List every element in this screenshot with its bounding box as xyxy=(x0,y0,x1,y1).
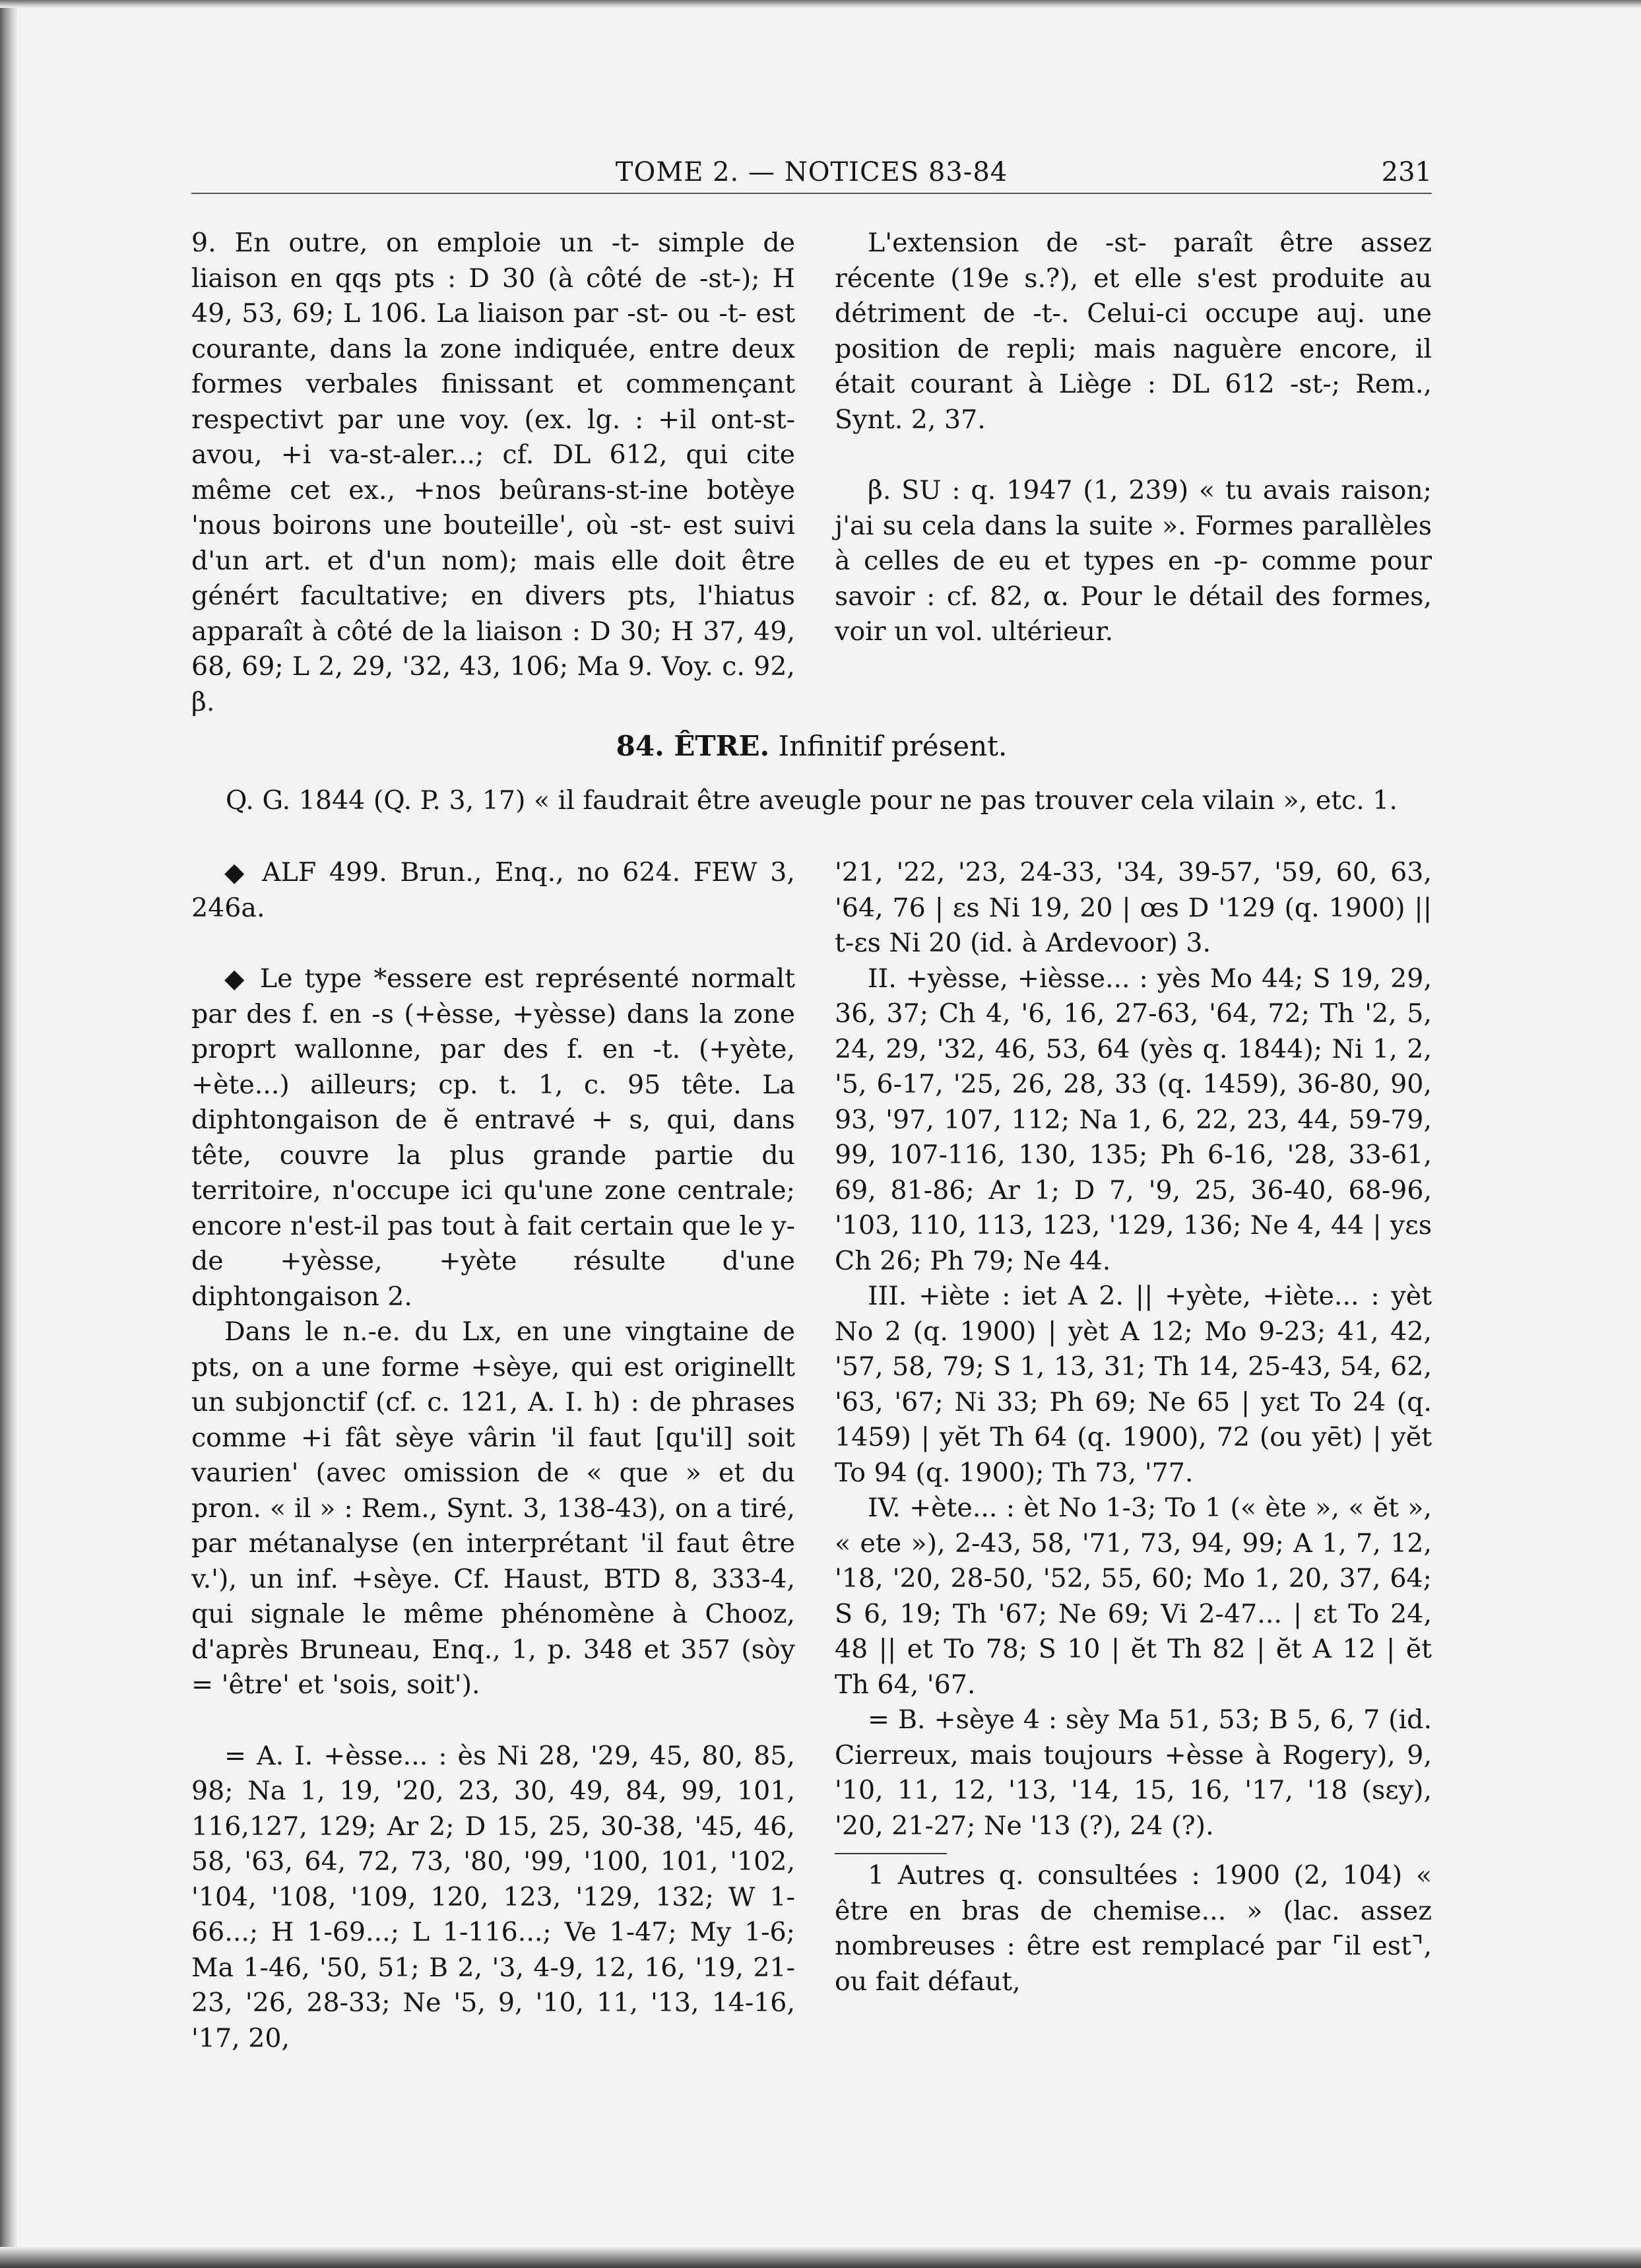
paragraph: = B. +sèye 4 : sèy Ma 51, 53; B 5, 6, 7 (id. Cierreux, mais toujours +èsse à Rogery), 9, '10, 11, 12, '13, '14, 15, 16, '17, '18 (sɛy), '20, 21-27; Ne '13 (?), 24 (?). xyxy=(835,1704,1432,1841)
paragraph: ◆ ALF 499. Brun., Enq., no 624. FEW 3, 246a. xyxy=(191,857,795,923)
column-right-top xyxy=(835,226,1432,650)
scan-edge-left xyxy=(0,0,17,2268)
footnote-rule xyxy=(835,1853,947,1854)
paragraph: III. +iète : iet A 2. || +yète, +iète... : yèt No 2 (q. 1900) | yèt A 12; Mo 9-23; 41, 42, '57, 58, 79; S 1, 13, 31; Th 14, 25-43, 54, 62, '63, '67; Ni 33; Ph 69; Ne 65 | yɛt To 24 (q. 1459) | yĕt Th 64 (q. 1900), 72 (ou yēt) | yĕt To 94 (q. 1900); Th 73, '77. xyxy=(835,1281,1432,1488)
paragraph: '21, '22, '23, 24-33, '34, 39-57, '59, 60, 63, '64, 76 | ɛs Ni 19, 20 | œs D '129 (q. 1900) || t-ɛs Ni 20 (id. à Ardevoor) 3. xyxy=(835,857,1432,958)
section-subtitle: Infinitif présent. xyxy=(778,730,1008,762)
column-left-top xyxy=(191,226,795,720)
paragraph: L'extension de -st- paraît être assez récente (19e s.?), et elle s'est produite au détriment de -t-. Celui-ci occupe auj. une position de repli; mais naguère encore, il était courant à Liège : DL 612 -st-; Rem., Synt. 2, 37. xyxy=(835,228,1432,435)
header-rule xyxy=(191,193,1432,194)
column-left-bottom xyxy=(191,855,795,2056)
paragraph: β. SU : q. 1947 (1, 239) « tu avais raison; j'ai su cela dans la suite ». Formes parallèles à celles de eu et types en -p- comme pour savoir : cf. 82, α. Pour le détail des formes, voir un vol. ultérieur. xyxy=(835,475,1432,647)
scan-edge-bottom xyxy=(0,2247,1641,2268)
running-header xyxy=(191,157,1432,197)
column-right-bottom xyxy=(835,855,1432,1999)
scan-edge-top xyxy=(0,0,1641,8)
paragraph: IV. +ète... : èt No 1-3; To 1 (« ète », « ĕt », « ete »), 2-43, 58, '71, 73, 94, 99; A 1, 7, 12, '18, '20, 28-50, '52, 55, 60; Mo 1, 20, 37, 64; S 6, 19; Th '67; Ne 69; Vi 2-47... | ɛt To 24, 48 || et To 78; S 10 | ĕt Th 82 | ĕt A 12 | ĕt Th 64, '67. xyxy=(835,1493,1432,1700)
section-intro: Q. G. 1844 (Q. P. 3, 17) « il faudrait être aveugle pour ne pas trouver cela vilain », etc. 1. xyxy=(225,785,1398,816)
page-number: 231 xyxy=(1381,157,1432,187)
paragraph: ◆ Le type *essere est représenté normalt par des f. en -s (+èsse, +yèsse) dans la zone proprt wallonne, par des f. en -t. (+yète, +ète...) ailleurs; cp. t. 1, c. 95 tête. La diphtongaison de ĕ entravé + s, qui, dans tête, couvre la plus grande partie du territoire, n'occupe ici qu'une zone centrale; encore n'est-il pas tout à fait certain que le y- de +yèsse, +yète résulte d'une diphtongaison 2. xyxy=(191,963,795,1312)
paragraph: II. +yèsse, +ièsse... : yès Mo 44; S 19, 29, 36, 37; Ch 4, '6, 16, 27-63, '64, 72; Th '2, 5, 24, 29, '32, 46, 53, 64 (yès q. 1844); Ni 1, 2, '5, 6-17, '25, 26, 28, 33 (q. 1459), 36-80, 90, 93, '97, 107, 112; Na 1, 6, 22, 23, 44, 59-79, 99, 107-116, 130, 135; Ph 6-16, '28, 33-61, 69, 81-86; Ar 1; D 7, '9, 25, 36-40, 68-96, '103, 110, 113, 123, '129, 136; Ne 4, 44 | yɛs Ch 26; Ph 79; Ne 44. xyxy=(835,963,1432,1276)
footnote: 1 Autres q. consultées : 1900 (2, 104) « être en bras de chemise... » (lac. assez nombreuses : être est remplacé par ⌜il est⌝, ou fait défaut, xyxy=(835,1860,1432,1997)
section-heading xyxy=(191,730,1432,762)
paragraph: 9. En outre, on emploie un -t- simple de liaison en qqs pts : D 30 (à côté de -st-); H 49, 53, 69; L 106. La liaison par -st- ou -t- est courante, dans la zone indiquée, entre deux formes verbales finissant et commençant respectivt par une voy. (ex. lg. : +il ont-st-avou, +i va-st-aler...; cf. DL 612, qui cite même cet ex., +nos beûrans-st-ine botèye 'nous boirons une bouteille', où -st- est suivi d'un art. et d'un nom); mais elle doit être génért facultative; en divers pts, l'hiatus apparaît à côté de la liaison : D 30; H 37, 49, 68, 69; L 2, 29, '32, 43, 106; Ma 9. Voy. c. 92, β. xyxy=(191,228,795,717)
paragraph: = A. I. +èsse... : ès Ni 28, '29, 45, 80, 85, 98; Na 1, 19, '20, 23, 30, 49, 84, 99, 101, 116,127, 129; Ar 2; D 15, 25, 30-38, '45, 46, 58, '63, 64, 72, 73, '80, '99, '100, 101, '102, '104, '108, '109, 120, 123, '129, 132; W 1-66...; H 1-69...; L 1-116...; Ve 1-47; My 1-6; Ma 1-46, '50, 51; B 2, '3, 4-9, 12, 16, '19, 21-23, '26, 28-33; Ne '5, 9, '10, 11, '13, 14-16, '17, 20, xyxy=(191,1740,795,2054)
running-title: TOME 2. — NOTICES 83-84 xyxy=(615,157,1008,187)
section-number-title: 84. ÊTRE. xyxy=(616,730,770,762)
paragraph: Dans le n.-e. du Lx, en une vingtaine de pts, on a une forme +sèye, qui est originellt un subjonctif (cf. c. 121, A. I. h) : de phrases comme +i fât sèye vârin 'il faut [qu'il] soit vaurien' (avec omission de « que » et du pron. « il » : Rem., Synt. 3, 138-43), on a tiré, par métanalyse (en interprétant 'il faut être v.'), un inf. +sèye. Cf. Haust, BTD 8, 333-4, qui signale le même phénomène à Chooz, d'après Bruneau, Enq., 1, p. 348 et 357 (sòy = 'être' et 'sois, soit'). xyxy=(191,1316,795,1700)
